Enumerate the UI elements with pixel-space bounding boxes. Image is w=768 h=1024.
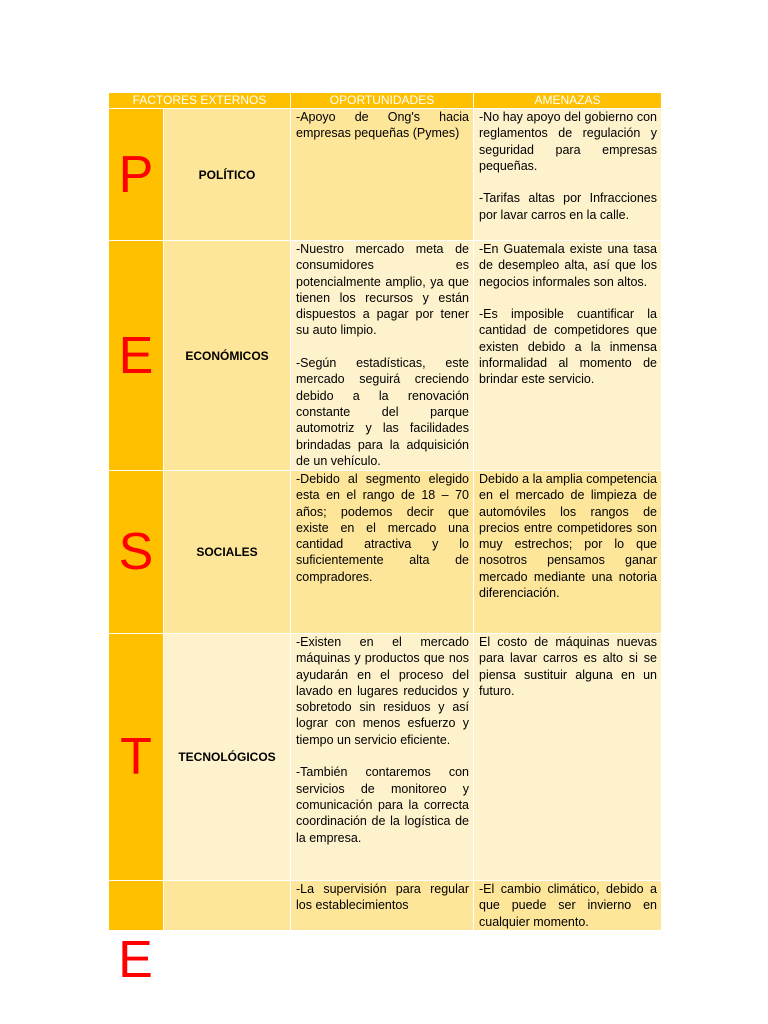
opportunity-text: -Debido al segmento elegido esta en el rango de 18 – 70 años; podemos decir que existe en el mercado una cantidad atractiva y lo suficientemente alta de compradores. [296, 472, 469, 584]
factor-sociales [164, 471, 291, 634]
header-amenazas: AMENAZAS [474, 93, 662, 109]
opportunity-text: -También contaremos con servicios de monitoreo y comunicación para la correcta coordinación de la logística de la empresa. [296, 765, 469, 845]
letter-p: P [118, 145, 154, 204]
factor-politico [164, 109, 291, 241]
threat-text: Debido a la amplia competencia en el mercado de limpieza de automóviles los rangos de precios entre competidores son muy estrechos; por lo que nosotros pensamos ganar mercado mediante una notoria diferenciación. [479, 472, 657, 601]
letter-s: S [118, 523, 154, 581]
opportunities-cell [291, 881, 474, 931]
trailing-letter-block [108, 930, 163, 990]
row-economicos [109, 241, 662, 471]
threat-text: -El cambio climático, debido a que puede ser invierno en cualquier momento. [479, 882, 657, 929]
factor-label: ECONÓMICOS [185, 348, 269, 363]
opportunity-text: -Existen en el mercado máquinas y productos que nos ayudarán en el proceso del lavado en lugares reducidos y sobretodo sin residuos y así lograr con menos esfuerzo y tiempo un servicio eficiente. [296, 635, 469, 747]
letter-e: E [118, 326, 154, 385]
factor-label: TECNOLÓGICOS [178, 750, 276, 764]
opportunities-cell [291, 109, 474, 241]
header-row [109, 93, 662, 109]
factor-label: SOCIALES [196, 545, 258, 559]
letter-cell [109, 881, 164, 931]
opportunity-text: -Nuestro mercado meta de consumidores es potencialmente amplio, ya que tienen los recursos y están dispuestos a pagar por tener su auto limpio. [296, 242, 469, 338]
letter-e-trailing: E [118, 931, 153, 989]
letter-cell [109, 241, 164, 471]
letter-cell [109, 471, 164, 634]
opportunity-text: -La supervisión para regular los establecimientos [296, 882, 469, 913]
letter-cell [109, 109, 164, 241]
header-oportunidades: OPORTUNIDADES [291, 93, 474, 109]
opportunities-cell [291, 241, 474, 471]
opportunities-cell [291, 471, 474, 634]
threat-text: El costo de máquinas nuevas para lavar carros es alto si se piensa sustituir alguna en un futuro. [479, 635, 657, 698]
header-factores-externos: FACTORES EXTERNOS [109, 93, 291, 109]
threat-text: -Es imposible cuantificar la cantidad de competidores que existen debido a la inmensa informalidad al momento de brindar este servicio. [479, 307, 657, 387]
pest-table [108, 92, 662, 931]
threat-text: -No hay apoyo del gobierno con reglamentos de regulación y seguridad para empresas pequeñas. [479, 110, 657, 173]
row-tecnologicos [109, 634, 662, 881]
letter-cell [109, 634, 164, 881]
threat-text: -En Guatemala existe una tasa de desempleo alta, así que los negocios informales son altos. [479, 242, 657, 289]
factor-economicos [164, 241, 291, 471]
threats-cell [474, 881, 662, 931]
factor-label: POLÍTICO [198, 167, 256, 182]
threats-cell [474, 634, 662, 881]
letter-t: T [120, 728, 152, 786]
threat-text: -Tarifas altas por Infracciones por lavar carros en la calle. [479, 191, 657, 222]
factor-empty [164, 881, 291, 931]
threats-cell [474, 471, 662, 634]
opportunity-text: -Según estadísticas, este mercado seguirá creciendo debido a la renovación constante del parque automotriz y las facilidades brindadas para la adquisición de un vehículo. [296, 356, 469, 468]
factor-tecnologicos [164, 634, 291, 881]
threats-cell [474, 241, 662, 471]
row-sociales [109, 471, 662, 634]
opportunity-text: -Apoyo de Ong's hacia empresas pequeñas (Pymes) [296, 110, 469, 141]
row-politico [109, 109, 662, 241]
opportunities-cell [291, 634, 474, 881]
row-last [109, 881, 662, 931]
threats-cell [474, 109, 662, 241]
